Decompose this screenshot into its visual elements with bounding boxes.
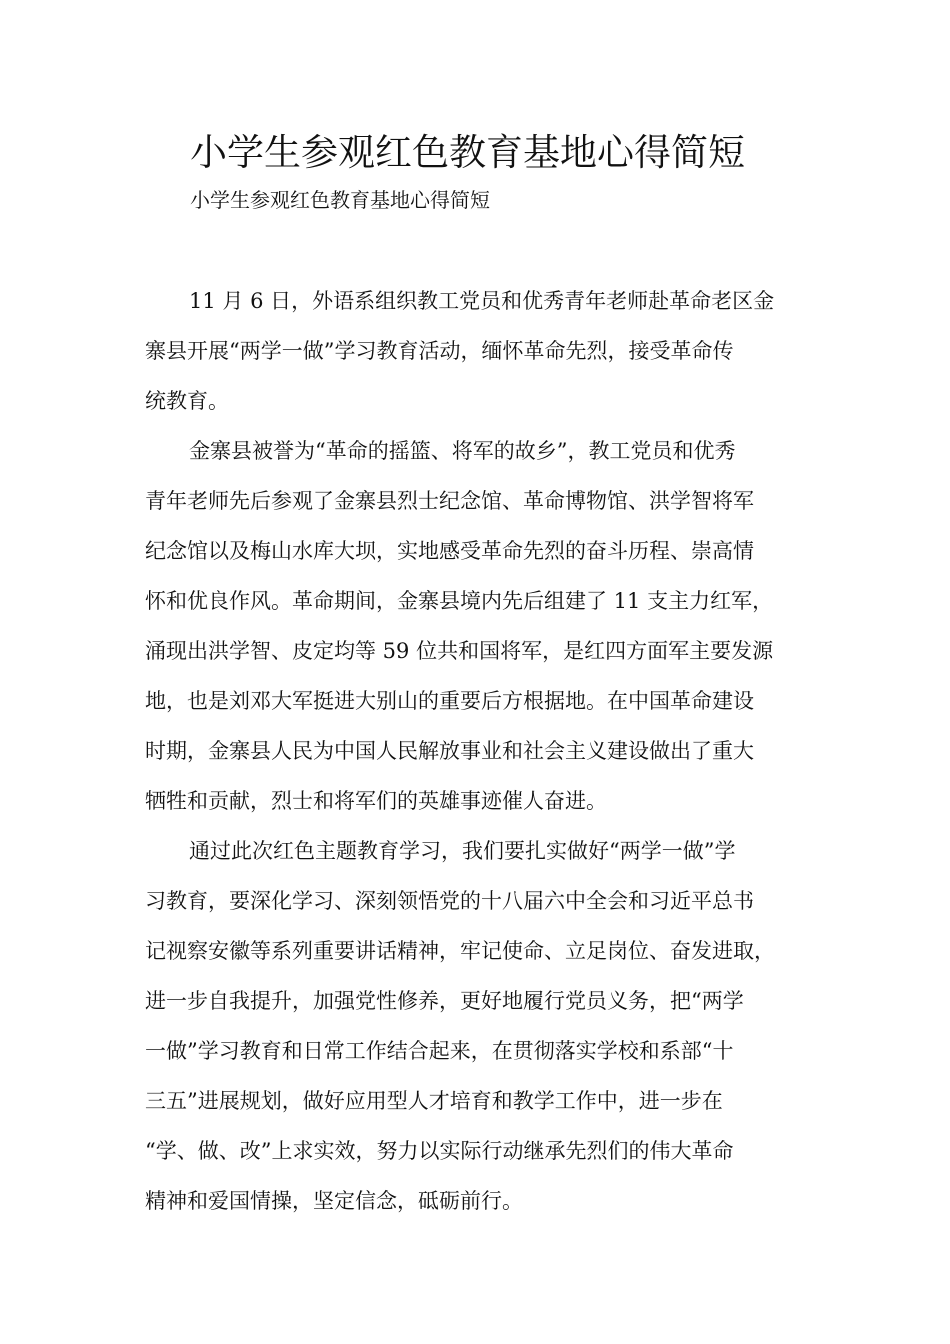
paragraph-2 [145,433,815,833]
paragraph-line: 一做”学习教育和日常工作结合起来，在贯彻落实学校和系部“十 [145,1039,734,1063]
paragraph-line: 涌现出洪学智、皮定均等 59 位共和国将军，是红四方面军主要发源 [145,639,774,663]
document-body [145,283,815,1233]
paragraph-line: 时期，金寨县人民为中国人民解放事业和社会主义建设做出了重大 [145,739,754,763]
paragraph-line: 地，也是刘邓大军挺进大别山的重要后方根据地。在中国革命建设 [145,689,754,713]
paragraph-line: 精神和爱国情操，坚定信念，砥砺前行。 [145,1189,523,1213]
paragraph-line: “学、做、改”上求实效，努力以实际行动继承先烈们的伟大革命 [145,1139,734,1163]
paragraph-line: 记视察安徽等系列重要讲话精神，牢记使命、立足岗位、奋发进取， [145,939,775,963]
paragraph-line: 进一步自我提升，加强党性修养，更好地履行党员义务，把“两学 [145,989,744,1013]
paragraph-line: 通过此次红色主题教育学习，我们要扎实做好“两学一做”学 [189,839,736,863]
paragraph-line: 习教育，要深化学习、深刻领悟党的十八届六中全会和习近平总书 [145,889,754,913]
paragraph-line: 寨县开展“两学一做”学习教育活动，缅怀革命先烈，接受革命传 [145,339,734,363]
paragraph-1 [145,283,815,433]
paragraph-line: 纪念馆以及梅山水库大坝，实地感受革命先烈的奋斗历程、崇高情 [145,539,754,563]
paragraph-line: 牺牲和贡献，烈士和将军们的英雄事迹催人奋进。 [145,789,607,813]
document-title: 小学生参观红色教育基地心得简短 [190,131,745,174]
paragraph-line: 金寨县被誉为“革命的摇篮、将军的故乡”，教工党员和优秀 [189,439,736,463]
paragraph-line: 三五”进展规划，做好应用型人才培育和教学工作中，进一步在 [145,1089,723,1113]
paragraph-3 [145,833,815,1233]
paragraph-line: 统教育。 [145,389,229,413]
paragraph-line: 怀和优良作风。革命期间，金寨县境内先后组建了 11 支主力红军， [145,589,774,613]
paragraph-line: 青年老师先后参观了金寨县烈士纪念馆、革命博物馆、洪学智将军 [145,489,754,513]
paragraph-line: 11 月 6 日，外语系组织教工党员和优秀青年老师赴革命老区金 [189,289,775,313]
document-subtitle: 小学生参观红色教育基地心得简短 [190,188,490,212]
